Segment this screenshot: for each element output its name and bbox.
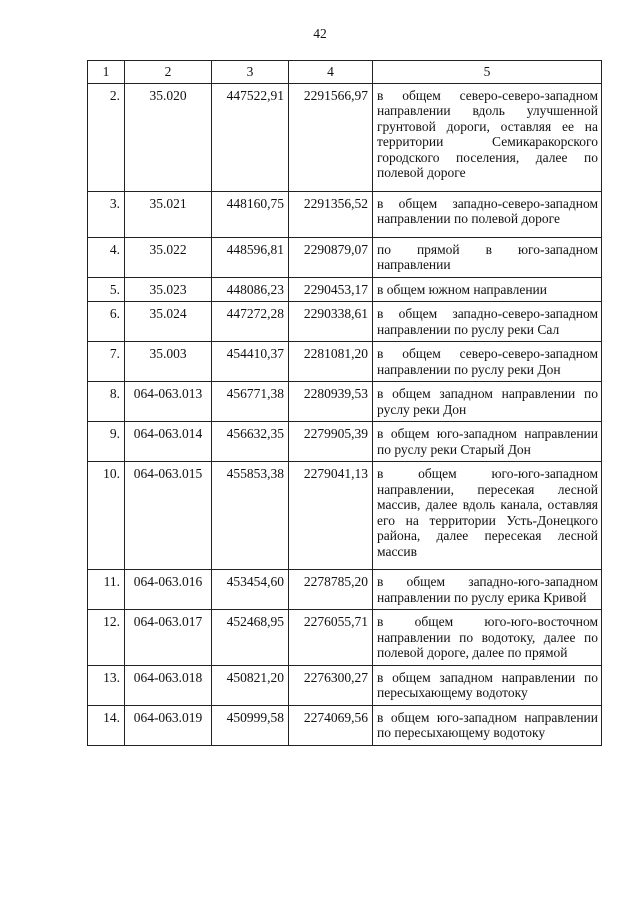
description: в общем западно-юго-западном направлении по руслу ерика Кривой bbox=[373, 570, 602, 610]
point-id: 064-063.019 bbox=[125, 705, 212, 745]
boundary-points-table bbox=[87, 60, 602, 746]
row-number: 7. bbox=[88, 342, 125, 382]
header-col-1: 1 bbox=[88, 61, 125, 84]
description: в общем южном направлении bbox=[373, 277, 602, 302]
description: в общем северо-северо-западном направлении по руслу реки Дон bbox=[373, 342, 602, 382]
table-header-row bbox=[88, 61, 602, 84]
row-number: 14. bbox=[88, 705, 125, 745]
point-id: 064-063.017 bbox=[125, 610, 212, 666]
point-id: 35.022 bbox=[125, 237, 212, 277]
table-row bbox=[88, 665, 602, 705]
description: в общем юго-юго-восточном направлении по водотоку, далее по полевой дороге, далее по прямой bbox=[373, 610, 602, 666]
table-row bbox=[88, 570, 602, 610]
point-id: 35.021 bbox=[125, 191, 212, 237]
description: в общем западном направлении по пересыхающему водотоку bbox=[373, 665, 602, 705]
point-id: 064-063.013 bbox=[125, 382, 212, 422]
row-number: 13. bbox=[88, 665, 125, 705]
coord-x: 450999,58 bbox=[212, 705, 289, 745]
description: в общем северо-северо-западном направлении вдоль улучшенной грунтовой дороги, оставляя ее на территории Семикаракорского городского поселения, далее по полевой дороге bbox=[373, 83, 602, 191]
coord-x: 456771,38 bbox=[212, 382, 289, 422]
point-id: 35.020 bbox=[125, 83, 212, 191]
header-col-5: 5 bbox=[373, 61, 602, 84]
table-row bbox=[88, 83, 602, 191]
row-number: 12. bbox=[88, 610, 125, 666]
header-col-4: 4 bbox=[289, 61, 373, 84]
description: в общем западно-северо-западном направлении по полевой дороге bbox=[373, 191, 602, 237]
coord-x: 447272,28 bbox=[212, 302, 289, 342]
coord-y: 2276055,71 bbox=[289, 610, 373, 666]
coord-y: 2280939,53 bbox=[289, 382, 373, 422]
coord-y: 2278785,20 bbox=[289, 570, 373, 610]
row-number: 2. bbox=[88, 83, 125, 191]
description: в общем западно-северо-западном направлении по руслу реки Сал bbox=[373, 302, 602, 342]
row-number: 3. bbox=[88, 191, 125, 237]
description: в общем юго-юго-западном направлении, пересекая лесной массив, далее вдоль канала, оставляя его на территории Усть-Донецкого района, далее пересекая лесной массив bbox=[373, 462, 602, 570]
coord-x: 456632,35 bbox=[212, 422, 289, 462]
table-row bbox=[88, 277, 602, 302]
description: в общем юго-западном направлении по пересыхающему водотоку bbox=[373, 705, 602, 745]
header-col-3: 3 bbox=[212, 61, 289, 84]
point-id: 35.023 bbox=[125, 277, 212, 302]
row-number: 4. bbox=[88, 237, 125, 277]
row-number: 6. bbox=[88, 302, 125, 342]
coord-y: 2290453,17 bbox=[289, 277, 373, 302]
coord-y: 2290338,61 bbox=[289, 302, 373, 342]
coord-y: 2279041,13 bbox=[289, 462, 373, 570]
coord-x: 448160,75 bbox=[212, 191, 289, 237]
table-row bbox=[88, 382, 602, 422]
point-id: 35.003 bbox=[125, 342, 212, 382]
coord-y: 2281081,20 bbox=[289, 342, 373, 382]
table-row bbox=[88, 302, 602, 342]
coord-x: 454410,37 bbox=[212, 342, 289, 382]
coord-x: 453454,60 bbox=[212, 570, 289, 610]
coord-x: 452468,95 bbox=[212, 610, 289, 666]
coord-y: 2291356,52 bbox=[289, 191, 373, 237]
point-id: 064-063.018 bbox=[125, 665, 212, 705]
header-col-2: 2 bbox=[125, 61, 212, 84]
table-row bbox=[88, 237, 602, 277]
row-number: 10. bbox=[88, 462, 125, 570]
row-number: 8. bbox=[88, 382, 125, 422]
table-row bbox=[88, 191, 602, 237]
point-id: 064-063.015 bbox=[125, 462, 212, 570]
table-row bbox=[88, 610, 602, 666]
coord-x: 448596,81 bbox=[212, 237, 289, 277]
coord-y: 2274069,56 bbox=[289, 705, 373, 745]
table-row bbox=[88, 462, 602, 570]
coord-y: 2290879,07 bbox=[289, 237, 373, 277]
coord-y: 2291566,97 bbox=[289, 83, 373, 191]
coord-y: 2276300,27 bbox=[289, 665, 373, 705]
coord-x: 447522,91 bbox=[212, 83, 289, 191]
row-number: 5. bbox=[88, 277, 125, 302]
description: по прямой в юго-западном направлении bbox=[373, 237, 602, 277]
coord-x: 450821,20 bbox=[212, 665, 289, 705]
row-number: 9. bbox=[88, 422, 125, 462]
table-row bbox=[88, 422, 602, 462]
point-id: 064-063.016 bbox=[125, 570, 212, 610]
point-id: 064-063.014 bbox=[125, 422, 212, 462]
row-number: 11. bbox=[88, 570, 125, 610]
coord-x: 448086,23 bbox=[212, 277, 289, 302]
description: в общем западном направлении по руслу реки Дон bbox=[373, 382, 602, 422]
coord-y: 2279905,39 bbox=[289, 422, 373, 462]
description: в общем юго-западном направлении по руслу реки Старый Дон bbox=[373, 422, 602, 462]
table-row bbox=[88, 342, 602, 382]
table-row bbox=[88, 705, 602, 745]
point-id: 35.024 bbox=[125, 302, 212, 342]
coord-x: 455853,38 bbox=[212, 462, 289, 570]
page-number: 42 bbox=[313, 26, 327, 41]
